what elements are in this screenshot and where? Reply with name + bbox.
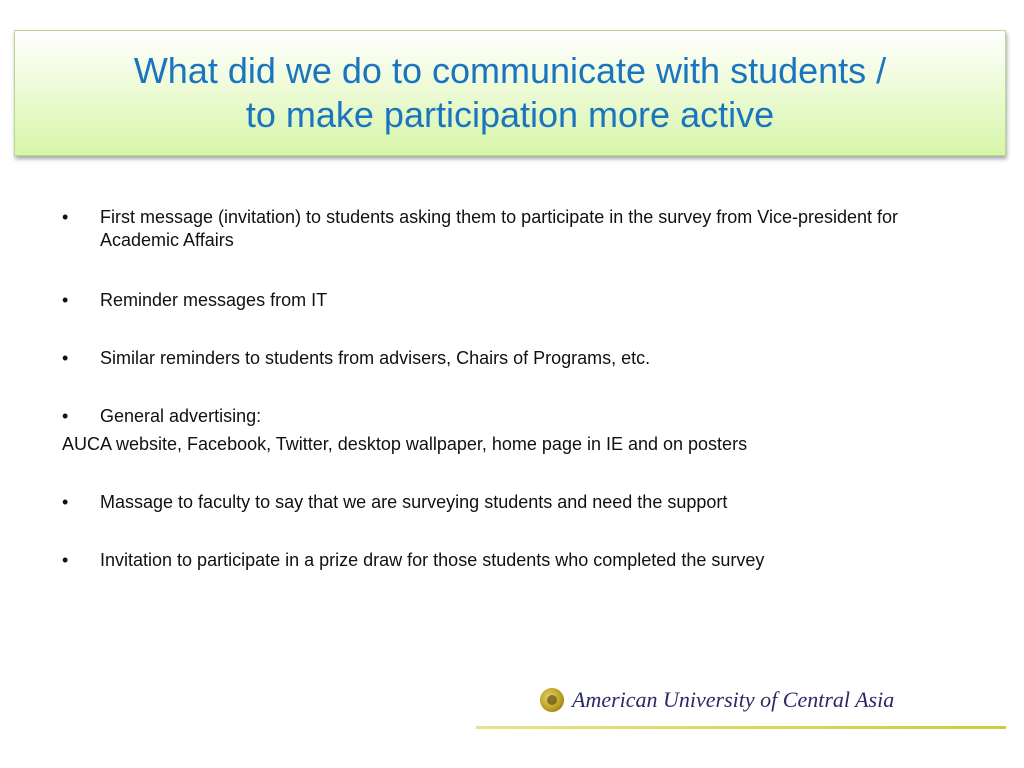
bullet-item: [62, 491, 727, 514]
footer-divider: [476, 726, 1006, 729]
bullet-item: [62, 289, 327, 312]
bullet-text: Similar reminders to students from advisers, Chairs of Programs, etc.: [100, 348, 651, 368]
bullet-dot: •: [62, 492, 69, 512]
bullet-item: [62, 405, 261, 428]
seal-icon: [540, 688, 564, 712]
bullet-item: [62, 549, 764, 572]
university-logo: [540, 687, 894, 713]
bullet-text: General advertising:: [100, 406, 262, 426]
bullet-text: First message (invitation) to students asking them to participate in the survey from Vice-president for Academic Affairs: [100, 207, 899, 250]
bullet-text: Invitation to participate in a prize draw for those students who completed the survey: [100, 550, 765, 570]
bullet-dot: •: [62, 290, 69, 310]
bullet-dot: •: [62, 550, 69, 570]
bullet-item: [62, 347, 650, 370]
slide-title-line-1: What did we do to communicate with students /: [133, 50, 887, 91]
university-name: American University of Central Asia: [572, 687, 895, 712]
bullet-item: [62, 206, 962, 252]
bullet-dot: •: [62, 348, 69, 368]
advertising-details: AUCA website, Facebook, Twitter, desktop wallpaper, home page in IE and on posters: [62, 434, 748, 454]
bullet-text: Reminder messages from IT: [100, 290, 328, 310]
slide-title-line-2: to make participation more active: [245, 94, 775, 135]
bullet-dot: •: [62, 406, 69, 426]
bullet-text: Massage to faculty to say that we are surveying students and need the support: [100, 492, 728, 512]
bullet-dot: •: [62, 207, 69, 227]
slide-title-box: [14, 30, 1006, 156]
